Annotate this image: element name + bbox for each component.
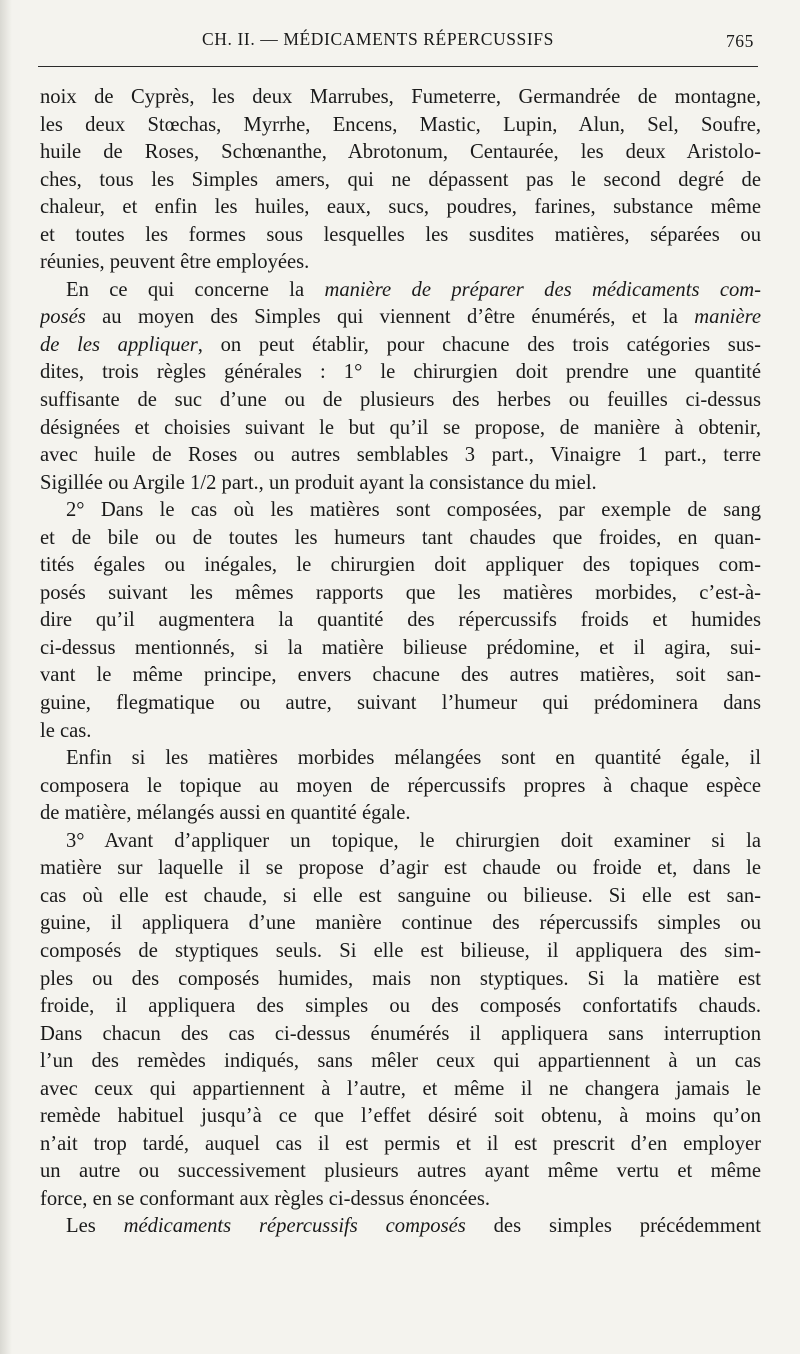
text-line: de matière, mélangés aussi en quantité égale. [40, 802, 411, 825]
text-line: et de bile ou de toutes les humeurs tant chaudes que froides, en quan- [40, 526, 761, 549]
text-line: dire qu’il augmentera la quantité des répercussifs froids et humides [40, 609, 761, 632]
text-line: matière sur laquelle il se propose d’agir est chaude ou froide et, dans le [40, 857, 761, 880]
text-run: , on peut établir, pour chacune des trois catégories sus- [197, 333, 761, 356]
text-line: ches, tous les Simples amers, qui ne dépassent pas le second degré de [40, 168, 761, 191]
text-line: et toutes les formes sous lesquelles les susdites matières, séparées ou [40, 223, 761, 246]
text-line: le cas. [40, 719, 92, 742]
text-line [40, 304, 761, 332]
page-number: 765 [725, 31, 754, 51]
text-run: Les [66, 1215, 124, 1238]
text-line: dites, trois règles générales : 1° le chirurgien doit prendre une quantité [40, 361, 761, 384]
text-run: des simples précédemment [465, 1215, 761, 1238]
header-rule [38, 66, 758, 67]
text-line [40, 1213, 761, 1241]
text-line: guine, flegmatique ou autre, suivant l’humeur qui prédominera dans [40, 692, 761, 715]
paragraph [40, 1213, 761, 1241]
text-line: vant le même principe, envers chacune des autres matières, soit san- [40, 664, 761, 687]
text-line: cas où elle est chaude, si elle est sanguine ou bilieuse. Si elle est san- [40, 884, 761, 907]
text-line: avec huile de Roses ou autres semblables 3 part., Vinaigre 1 part., terre [40, 444, 761, 467]
italic-run: manière [694, 306, 761, 329]
italic-run: de les appliquer [40, 333, 198, 356]
text-line: réunies, peuvent être employées. [40, 251, 310, 274]
text-line: Dans chacun des cas ci-dessus énumérés il appliquera sans interruption [40, 1022, 761, 1045]
text-line: Enfin si les matières morbides mélangées sont en quantité égale, il [66, 747, 761, 770]
text-line: un autre ou successivement plusieurs autres ayant même vertu et même [40, 1160, 761, 1183]
text-line: noix de Cyprès, les deux Marrubes, Fumeterre, Germandrée de montagne, [40, 86, 761, 108]
text-line: remède habituel jusqu’à ce que l’effet désiré soit obtenu, à moins qu’on [40, 1105, 761, 1128]
text-line [40, 332, 761, 360]
text-line: force, en se conformant aux règles ci-dessus énoncées. [40, 1187, 491, 1210]
paragraph [40, 277, 761, 497]
text-line: posés suivant les mêmes rapports que les matières morbides, c’est-à- [40, 581, 761, 604]
paragraph [40, 745, 761, 828]
page-gutter-shadow [0, 0, 12, 1354]
text-run: au moyen des Simples qui viennent d’être énumérés, et la [85, 306, 695, 329]
text-line: guine, il appliquera d’une manière continue des répercussifs simples ou [40, 912, 761, 935]
italic-run: posés [40, 306, 86, 329]
running-head [42, 26, 754, 56]
text-line: les deux Stœchas, Myrrhe, Encens, Mastic, Lupin, Alun, Sel, Soufre, [40, 113, 761, 136]
text-line: ples ou des composés humides, mais non styptiques. Si la matière est [40, 967, 761, 990]
text-line: 2° Dans le cas où les matières sont composées, par exemple de sang [66, 499, 761, 522]
body-text [40, 84, 761, 1241]
running-head-title: CH. II. — MÉDICAMENTS RÉPERCUSSIFS [202, 29, 554, 49]
text-line: suffisante de suc d’une ou de plusieurs des herbes ou feuilles ci-dessus [40, 389, 761, 412]
paragraph [40, 84, 761, 277]
text-line: Sigillée ou Argile 1/2 part., un produit ayant la consistance du miel. [40, 471, 597, 494]
text-line: chaleur, et enfin les huiles, eaux, sucs, poudres, farines, substance même [40, 196, 761, 219]
text-line [40, 277, 761, 305]
text-run: En ce qui concerne la [66, 278, 325, 301]
italic-run: manière de préparer des médicaments com- [324, 278, 761, 301]
text-line: l’un des remèdes indiqués, sans mêler ceux qui appartiennent à un cas [40, 1050, 761, 1073]
text-line: ci-dessus mentionnés, si la matière bilieuse prédomine, et il agira, sui- [40, 636, 761, 659]
paragraph [40, 497, 761, 745]
text-line: 3° Avant d’appliquer un topique, le chirurgien doit examiner si la [66, 829, 761, 852]
paragraph [40, 828, 761, 1214]
text-line: tités égales ou inégales, le chirurgien doit appliquer des topiques com- [40, 554, 761, 577]
italic-run: médicaments répercussifs composés [123, 1215, 466, 1238]
text-line: composera le topique au moyen de répercussifs propres à chaque espèce [40, 774, 761, 797]
text-line: avec ceux qui appartiennent à l’autre, et même il ne changera jamais le [40, 1077, 761, 1100]
text-line: huile de Roses, Schœnanthe, Abrotonum, Centaurée, les deux Aristolo- [40, 141, 761, 164]
text-line: composés de styptiques seuls. Si elle est bilieuse, il appliquera des sim- [40, 939, 761, 962]
text-line: désignées et choisies suivant le but qu’il se propose, de manière à obtenir, [40, 416, 761, 439]
text-line: froide, il appliquera des simples ou des composés confortatifs chauds. [40, 995, 761, 1018]
text-line: n’ait trop tardé, auquel cas il est permis et il est prescrit d’en employer [40, 1132, 761, 1155]
